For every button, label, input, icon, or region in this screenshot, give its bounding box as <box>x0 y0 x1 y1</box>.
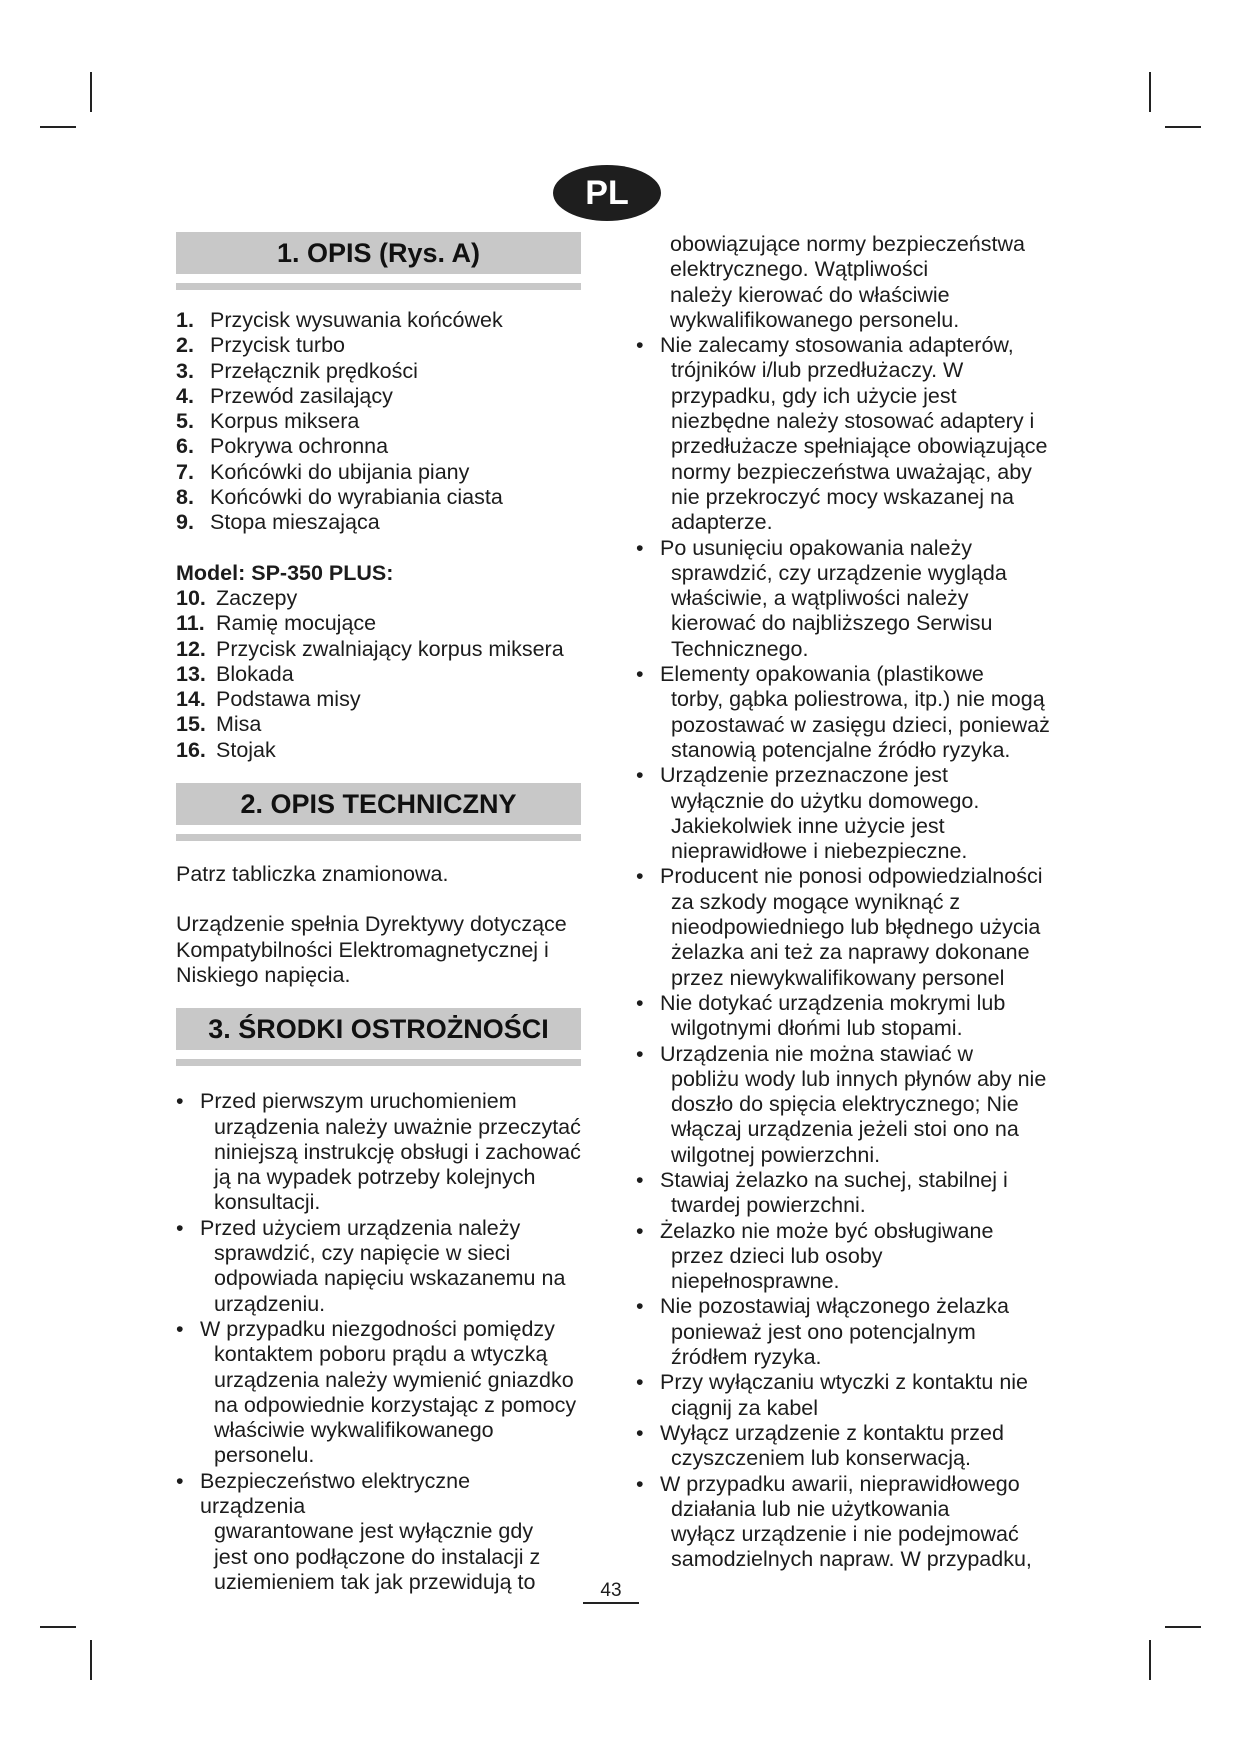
bullet-icon: • <box>176 1215 184 1240</box>
text-line: żelazka ani też za naprawy dokonane <box>671 940 1030 965</box>
text-line: ją na wypadek potrzeby kolejnych <box>214 1165 536 1190</box>
list-item <box>176 308 581 333</box>
text-line: na odpowiednie korzystając z pomocy <box>214 1392 577 1417</box>
list-item <box>176 687 581 712</box>
bullet-icon: • <box>636 1218 644 1243</box>
bullet-icon: • <box>636 333 644 358</box>
text-line: kontaktem poboru prądu a wtyczką <box>214 1342 548 1367</box>
text-line: Nie pozostawiaj włączonego żelazka <box>660 1294 1009 1319</box>
section3-title: 3. ŚRODKI OSTROŻNOŚCI <box>176 1008 581 1050</box>
safety-list-left <box>176 1089 581 1595</box>
list-item <box>176 485 581 510</box>
bullet-icon: • <box>636 662 644 687</box>
text-line: kierować do najbliższego Serwisu <box>671 611 993 636</box>
list-item <box>176 409 581 434</box>
item-text: Podstawa misy <box>216 687 361 712</box>
text-line: Technicznego. <box>671 636 809 661</box>
text-line: przez dzieci lub osoby niepełnosprawne. <box>671 1243 883 1294</box>
list-item <box>176 586 581 611</box>
text-line: konsultacji. <box>214 1190 321 1215</box>
bullet-item <box>636 864 1056 990</box>
text-line: należy kierować do właściwie <box>670 282 950 307</box>
text-line: Urządzenie przeznaczone jest <box>660 763 949 788</box>
model-label: Model: SP-350 PLUS: <box>176 560 394 585</box>
text-line: adapterze. <box>671 510 773 535</box>
bullet-icon: • <box>636 864 644 889</box>
bullet-item <box>636 991 1056 1042</box>
text-line: Nie zalecamy stosowania adapterów, <box>660 333 1014 358</box>
text-line: odpowiada napięciu wskazanemu na <box>214 1266 566 1291</box>
text-line: Niskiego napięcia. <box>176 962 351 987</box>
text-line: przedłużacze spełniające obowiązujące <box>671 434 1048 459</box>
list-item <box>176 738 581 763</box>
crop-mark <box>90 1640 92 1680</box>
item-text: Pokrywa ochronna <box>210 434 389 459</box>
bullet-item <box>636 1219 1056 1295</box>
text-line: gwarantowane jest wyłącznie gdy <box>214 1519 534 1544</box>
text-line: Po usunięciu opakowania należy <box>660 535 972 560</box>
text-line: jest ono podłączone do instalacji z <box>214 1544 541 1569</box>
right-column <box>636 232 1056 1573</box>
text-line: Przed użyciem urządzenia należy <box>200 1215 521 1240</box>
text-line: sprawdzić, czy urządzenie wygląda <box>671 560 1007 585</box>
list-item <box>176 384 581 409</box>
crop-mark <box>1149 1640 1151 1680</box>
text-line: źródłem ryzyka. <box>671 1345 822 1370</box>
text-line: nie przekroczyć mocy wskazanej na <box>671 484 1014 509</box>
bullet-item <box>176 1469 581 1595</box>
text-line: Bezpieczeństwo elektryczne urządzenia <box>200 1468 471 1518</box>
safety-list-right <box>636 333 1056 1573</box>
list-item <box>176 662 581 687</box>
bullet-icon: • <box>636 990 644 1015</box>
item-number: 13. <box>176 661 206 686</box>
language-badge: PL <box>553 165 661 221</box>
bullet-icon: • <box>176 1468 184 1493</box>
item-number: 10. <box>176 585 206 610</box>
bullet-item <box>176 1089 581 1215</box>
page-number: 43 <box>583 1580 639 1604</box>
bullet-item <box>636 1421 1056 1472</box>
text-line: nieodpowiedniego lub błędnego użycia <box>671 915 1041 940</box>
item-number: 11. <box>176 611 205 636</box>
text-line: Jakiekolwiek inne użycie jest <box>671 813 945 838</box>
crop-mark <box>40 126 76 128</box>
bullet-icon: • <box>636 1370 644 1395</box>
item-number: 7. <box>176 459 194 484</box>
item-text: Przewód zasilający <box>210 383 393 408</box>
item-text: Przełącznik prędkości <box>210 358 418 383</box>
list-item <box>176 359 581 384</box>
text-line: uziemieniem tak jak przewidują to <box>214 1569 536 1594</box>
bullet-item <box>636 333 1056 535</box>
item-number: 14. <box>176 687 206 712</box>
list-item <box>176 333 581 358</box>
text-line: Żelazko nie może być obsługiwane <box>660 1218 994 1243</box>
item-text: Ramię mocujące <box>216 611 377 636</box>
text-line: pobliżu wody lub innych płynów aby nie <box>671 1066 1047 1091</box>
text-line: Urządzenia nie można stawiać w <box>660 1041 974 1066</box>
section1-title: 1. OPIS (Rys. A) <box>176 232 581 274</box>
text-line: elektrycznego. Wątpliwości <box>670 257 929 282</box>
bullet-item <box>636 763 1056 864</box>
item-text: Stopa mieszająca <box>210 510 380 535</box>
text-line: urządzeniu. <box>214 1291 326 1316</box>
bullet-item <box>636 662 1056 763</box>
list-item <box>176 637 581 662</box>
bullet-icon: • <box>636 1041 644 1066</box>
text-line: przypadku, gdy ich użycie jest <box>671 383 957 408</box>
text-line: nieprawidłowe i niebezpieczne. <box>671 839 968 864</box>
item-text: Przycisk zwalniający korpus miksera <box>216 636 564 661</box>
list-item <box>176 460 581 485</box>
bullet-item <box>636 536 1056 662</box>
item-text: Misa <box>216 712 262 737</box>
parts-list <box>176 308 581 536</box>
bullet-icon: • <box>176 1089 184 1114</box>
text-line: pozostawać w zasięgu dzieci, ponieważ <box>671 712 1050 737</box>
text-line: sprawdzić, czy napięcie w sieci <box>214 1241 511 1266</box>
bullet-icon: • <box>636 763 644 788</box>
text-line: W przypadku awarii, nieprawidłowego <box>660 1471 1020 1496</box>
text-line: obowiązujące normy bezpieczeństwa <box>670 232 1025 256</box>
text-line: przez niewykwalifikowany personel <box>671 965 1005 990</box>
text-line: urządzenia należy wymienić gniazdko <box>214 1367 574 1392</box>
bullet-icon: • <box>636 1420 644 1445</box>
item-text: Końcówki do ubijania piany <box>210 459 470 484</box>
text-line: właściwie wykwalifikowanego personelu. <box>214 1418 494 1468</box>
section2-title: 2. OPIS TECHNICZNY <box>176 783 581 825</box>
text-line: niezbędne należy stosować adaptery i <box>671 409 1035 434</box>
item-number: 8. <box>176 485 194 510</box>
bullet-icon: • <box>176 1316 184 1341</box>
text-line: Przy wyłączaniu wtyczki z kontaktu nie <box>660 1370 1029 1395</box>
list-item <box>176 611 581 636</box>
item-number: 2. <box>176 333 194 358</box>
crop-mark <box>40 1626 76 1628</box>
item-text: Przycisk turbo <box>210 333 346 358</box>
bullet-item <box>636 1370 1056 1421</box>
item-number: 12. <box>176 636 206 661</box>
bullet-icon: • <box>636 1167 644 1192</box>
text-line: urządzenia należy uważnie przeczytać <box>214 1114 581 1139</box>
text-line: wykwalifikowanego personelu. <box>670 307 960 332</box>
item-number: 3. <box>176 358 194 383</box>
directives-note <box>176 912 581 988</box>
section-divider <box>176 283 581 290</box>
text-line: Producent nie ponosi odpowiedzialności <box>660 864 1043 889</box>
text-line: W przypadku niezgodności pomiędzy <box>200 1316 555 1341</box>
text-line: normy bezpieczeństwa uważając, aby <box>671 459 1032 484</box>
text-line: wilgotnymi dłońmi lub stopami. <box>671 1016 963 1041</box>
bullet-item <box>636 1042 1056 1168</box>
item-number: 4. <box>176 383 194 408</box>
text-line: Nie dotykać urządzenia mokrymi lub <box>660 990 1006 1015</box>
item-number: 5. <box>176 409 194 434</box>
rating-plate-note: Patrz tabliczka znamionowa. <box>176 862 449 887</box>
item-number: 9. <box>176 510 194 535</box>
text-line: właściwie, a wątpliwości należy <box>671 586 969 611</box>
bullet-item <box>636 1472 1056 1573</box>
item-text: Blokada <box>216 661 294 686</box>
bullet-icon: • <box>636 1294 644 1319</box>
safety-continuation <box>636 232 1056 333</box>
bullet-item <box>176 1216 581 1317</box>
text-line: wyłącz urządzenie i nie podejmować <box>671 1522 1019 1547</box>
text-line: twardej powierzchni. <box>671 1193 866 1218</box>
text-line: trójników i/lub przedłużaczy. W <box>671 358 964 383</box>
item-number: 16. <box>176 737 206 762</box>
text-line: samodzielnych napraw. W przypadku, <box>671 1547 1032 1572</box>
text-line: ciągnij za kabel <box>671 1395 819 1420</box>
text-line: wilgotnej powierzchni. <box>671 1142 881 1167</box>
list-item <box>176 434 581 459</box>
text-line: torby, gąbka poliestrowa, itp.) nie mogą <box>671 687 1045 712</box>
text-line: niniejszą instrukcję obsługi i zachować <box>214 1139 581 1164</box>
crop-mark <box>1165 126 1201 128</box>
text-line: Stawiaj żelazko na suchej, stabilnej i <box>660 1167 1008 1192</box>
text-line: Wyłącz urządzenie z kontaktu przed <box>660 1420 1004 1445</box>
crop-mark <box>90 72 92 112</box>
text-line: czyszczeniem lub konserwacją. <box>671 1446 971 1471</box>
bullet-icon: • <box>636 535 644 560</box>
item-number: 6. <box>176 434 194 459</box>
bullet-item <box>636 1168 1056 1219</box>
item-text: Korpus miksera <box>210 409 360 434</box>
model-parts-list <box>176 586 581 763</box>
text-line: stanowią potencjalne źródło ryzyka. <box>671 737 1011 762</box>
bullet-item <box>636 1294 1056 1370</box>
bullet-item <box>176 1317 581 1469</box>
text-line: włączaj urządzenia jeżeli stoi ono na <box>671 1117 1019 1142</box>
crop-mark <box>1165 1626 1201 1628</box>
section-divider <box>176 1059 581 1066</box>
item-text: Stojak <box>216 737 276 762</box>
text-line: wyłącznie do użytku domowego. <box>671 788 980 813</box>
text-line: działania lub nie użytkowania <box>671 1496 950 1521</box>
list-item <box>176 510 581 535</box>
item-text: Przycisk wysuwania końcówek <box>210 308 503 332</box>
text-line: Kompatybilności Elektromagnetycznej i <box>176 937 549 962</box>
text-line: doszło do spięcia elektrycznego; Nie <box>671 1092 1019 1117</box>
bullet-icon: • <box>636 1471 644 1496</box>
text-line: Urządzenie spełnia Dyrektywy dotyczące <box>176 912 567 937</box>
crop-mark <box>1149 72 1151 112</box>
item-text: Zaczepy <box>216 585 298 610</box>
text-line: Przed pierwszym uruchomieniem <box>200 1089 517 1114</box>
list-item <box>176 712 581 737</box>
section-divider <box>176 834 581 841</box>
text-line: za szkody mogące wyniknąć z <box>671 889 961 914</box>
item-number: 15. <box>176 712 206 737</box>
item-number: 1. <box>176 308 194 332</box>
left-column <box>176 232 581 1595</box>
text-line: ponieważ jest ono potencjalnym <box>671 1319 976 1344</box>
text-line: Elementy opakowania (plastikowe <box>660 662 984 687</box>
item-text: Końcówki do wyrabiania ciasta <box>210 485 503 510</box>
